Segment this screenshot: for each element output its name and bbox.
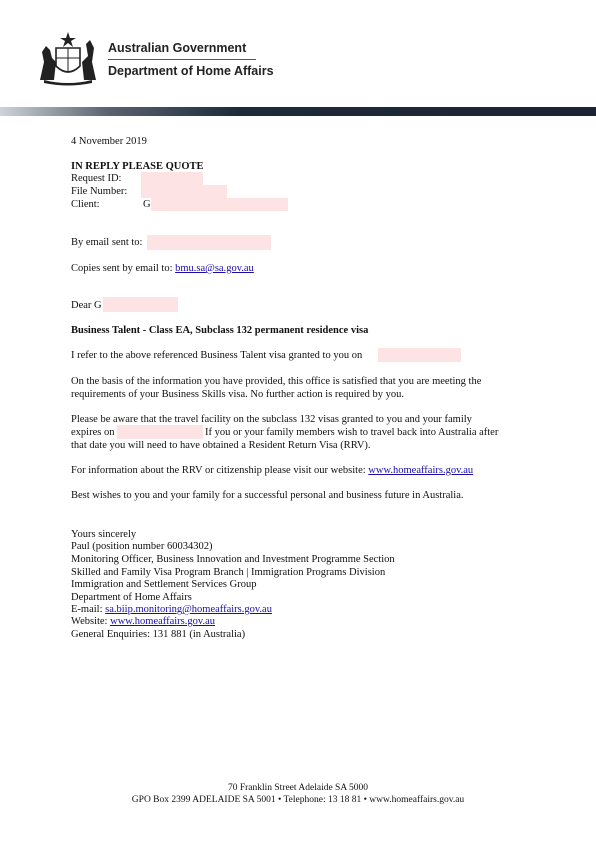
email-sent-label: By email sent to:: [71, 237, 143, 248]
monitoring-email-link[interactable]: sa.biip.monitoring@homeaffairs.gov.au: [105, 604, 272, 615]
homeaffairs-link[interactable]: www.homeaffairs.gov.au: [368, 465, 474, 476]
paragraph-1: I refer to the above referenced Business Talent visa granted to you on: [71, 350, 363, 361]
website-link[interactable]: www.homeaffairs.gov.au: [110, 616, 215, 627]
header-banner: [0, 107, 596, 116]
signatory-department: Department of Home Affairs: [71, 592, 192, 603]
copies-email-link[interactable]: bmu.sa@sa.gov.au: [175, 263, 254, 274]
department-name: Department of Home Affairs: [108, 64, 274, 78]
redacted-expiry-date: [117, 425, 203, 439]
paragraph-3-line1: Please be aware that the travel facility on the subclass 132 visas granted to you and your family: [71, 414, 472, 425]
paragraph-3-line2a: expires on: [71, 427, 115, 438]
subject-line: Business Talent - Class EA, Subclass 132 permanent residence visa: [71, 325, 369, 336]
paragraph-3-line2b: If you or your family members wish to travel back into Australia after: [205, 427, 499, 438]
agency-name: Australian Government: [108, 41, 247, 55]
signatory-branch: Skilled and Family Visa Program Branch | Immigration Programs Division: [71, 567, 386, 578]
footer-address: 70 Franklin Street Adelaide SA 5000: [227, 783, 369, 793]
signatory-name: Paul (position number 60034302): [71, 541, 213, 552]
closing: Yours sincerely: [71, 529, 137, 540]
paragraph-2-line2: requirements of your Business Skills visa. No further action is required by you.: [71, 389, 405, 400]
email-label: E-mail:: [71, 604, 103, 615]
client-initial: G: [143, 199, 151, 210]
copies-label: Copies sent by email to:: [71, 263, 173, 274]
copies-line: [71, 262, 254, 275]
crest-icon: [34, 28, 102, 86]
redacted-client-name: [151, 198, 288, 211]
quote-heading: IN REPLY PLEASE QUOTE: [71, 161, 204, 172]
signatory-group: Immigration and Settlement Services Group: [71, 579, 257, 590]
request-id-label: Request ID:: [71, 173, 122, 184]
client-label: Client:: [71, 199, 100, 210]
general-enquiries: General Enquiries: 131 881 (in Australia): [71, 629, 246, 640]
paragraph-5: Best wishes to you and your family for a successful personal and business future in Australia.: [71, 490, 464, 501]
letter-date: 4 November 2019: [71, 136, 147, 147]
website-label: Website:: [71, 616, 108, 627]
signatory-title: Monitoring Officer, Business Innovation and Investment Programme Section: [71, 554, 395, 565]
salutation: Dear G: [71, 300, 102, 311]
file-number-label: File Number:: [71, 186, 128, 197]
header-divider: [108, 59, 256, 60]
paragraph-4-text: For information about the RRV or citizenship please visit our website:: [71, 465, 366, 476]
redacted-grant-date: [378, 348, 461, 362]
footer-contact: GPO Box 2399 ADELAIDE SA 5001 • Telephone: 13 18 81 • www.homeaffairs.gov.au: [131, 795, 465, 805]
signatory-website-line: [71, 615, 215, 628]
redacted-file-number: [141, 185, 227, 198]
redacted-request-id: [141, 172, 203, 185]
redacted-salutation-name: [103, 297, 178, 312]
redacted-email: [147, 235, 271, 250]
paragraph-4: [71, 464, 473, 477]
paragraph-2-line1: On the basis of the information you have provided, this office is satisfied that you are meeting the: [71, 376, 482, 387]
paragraph-3-line3: that date you will need to have obtained a Resident Return Visa (RRV).: [71, 440, 371, 451]
